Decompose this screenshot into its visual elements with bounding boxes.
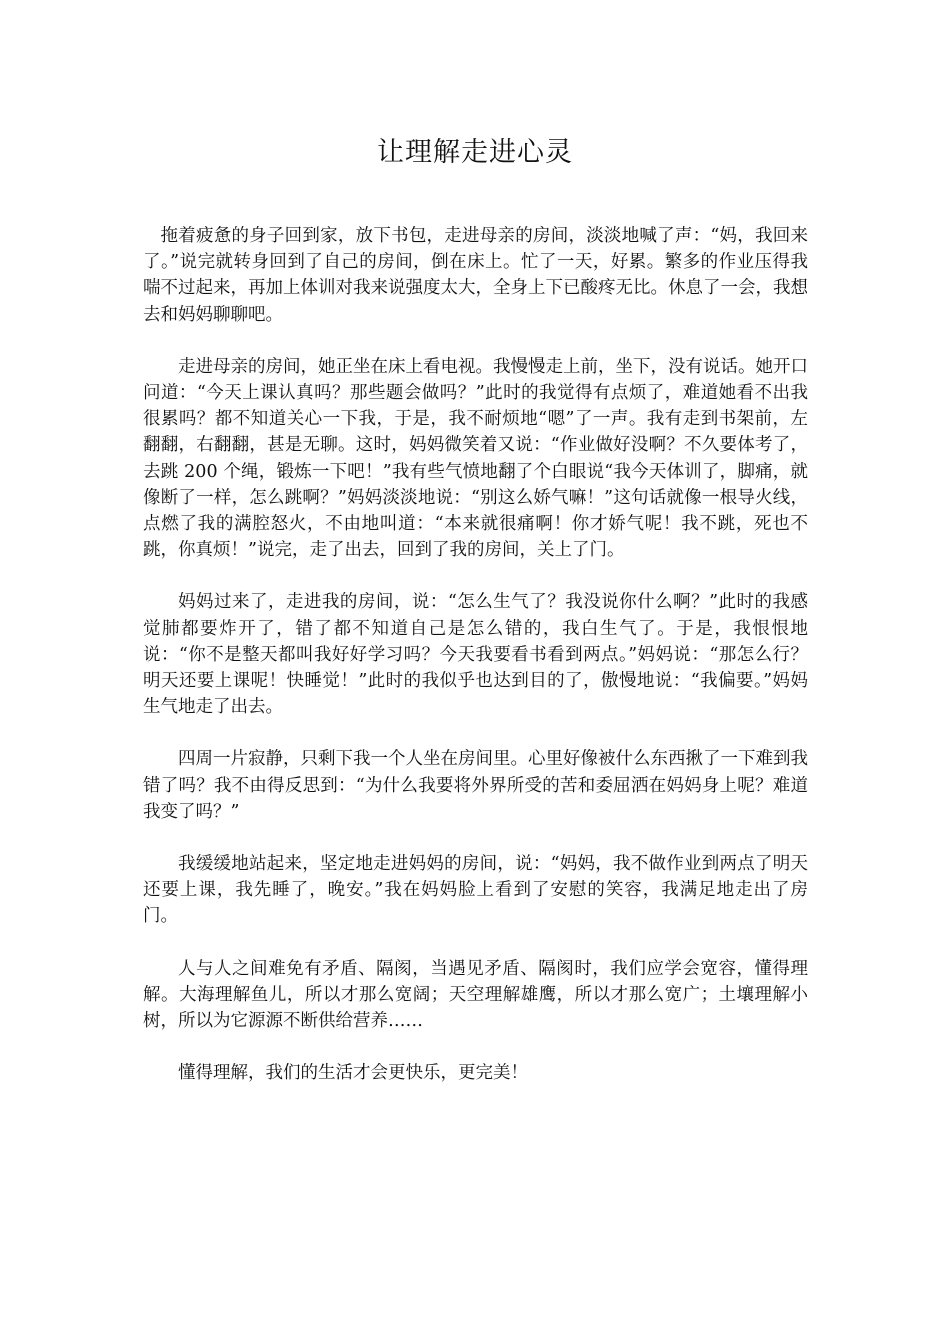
document-body	[143, 223, 808, 1112]
paragraph-5: 我缓缓地站起来，坚定地走进妈妈的房间，说：“妈妈，我不做作业到两点了明天还要上课，我先睡了，晚安。”我在妈妈脸上看到了安慰的笑容，我满足地走出了房门。	[143, 854, 808, 927]
paragraph-6: 人与人之间难免有矛盾、隔阂，当遇见矛盾、隔阂时，我们应学会宽容，懂得理解。大海理解鱼儿，所以才那么宽阔；天空理解雄鹰，所以才那么宽广；土壤理解小树，所以为它源源不断供给营养……	[143, 958, 808, 1032]
paragraph-1: 拖着疲惫的身子回到家，放下书包，走进母亲的房间，淡淡地喊了声：“妈，我回来了。”说完就转身回到了自己的房间，倒在床上。忙了一天，好累。繁多的作业压得我喘不过起来，再加上体训对我来说强度太大，全身上下已酸疼无比。休息了一会，我想去和妈妈聊聊吧。	[143, 226, 808, 325]
paragraph-7: 懂得理解，我们的生活才会更快乐，更完美！	[178, 1063, 528, 1084]
paragraph-3: 妈妈过来了，走进我的房间，说：“怎么生气了？我没说你什么啊？”此时的我感觉肺都要炸开了，错了都不知道自己是怎么错的，我白生气了。于是，我恨恨地说：“你不是整天都叫我好好学习吗？今天我要看书看到两点。”妈妈说：“那怎么行？明天还要上课呢！快睡觉！”此时的我似乎也达到目的了，傲慢地说：“我偏要。”妈妈生气地走了出去。	[143, 592, 808, 718]
document-title: 让理解走进心灵	[377, 137, 573, 168]
paragraph-4: 四周一片寂静，只剩下我一个人坐在房间里。心里好像被什么东西揪了一下难到我错了吗？我不由得反思到：“为什么我要将外界所受的苦和委屈洒在妈妈身上呢？难道我变了吗？”	[143, 749, 808, 822]
paragraph-2: 走进母亲的房间，她正坐在床上看电视。我慢慢走上前，坐下，没有说话。她开口问道：“今天上课认真吗？那些题会做吗？”此时的我觉得有点烦了，难道她看不出我很累吗？都不知道关心一下我，于是，我不耐烦地“嗯”了一声。我有走到书架前，左翻翻，右翻翻，甚是无聊。这时，妈妈微笑着又说：“作业做好没啊？不久要体考了，去跳 200 个绳，锻炼一下吧！”我有些气愤地翻了个白眼说“我今天体训了，脚痛，就像断了一样，怎么跳啊？”妈妈淡淡地说：“别这么娇气嘛！”这句话就像一根导火线，点燃了我的满腔怒火，不由地叫道：“本来就很痛啊！你才娇气呢！我不跳，死也不跳，你真烦！”说完，走了出去，回到了我的房间，关上了门。	[143, 356, 808, 561]
